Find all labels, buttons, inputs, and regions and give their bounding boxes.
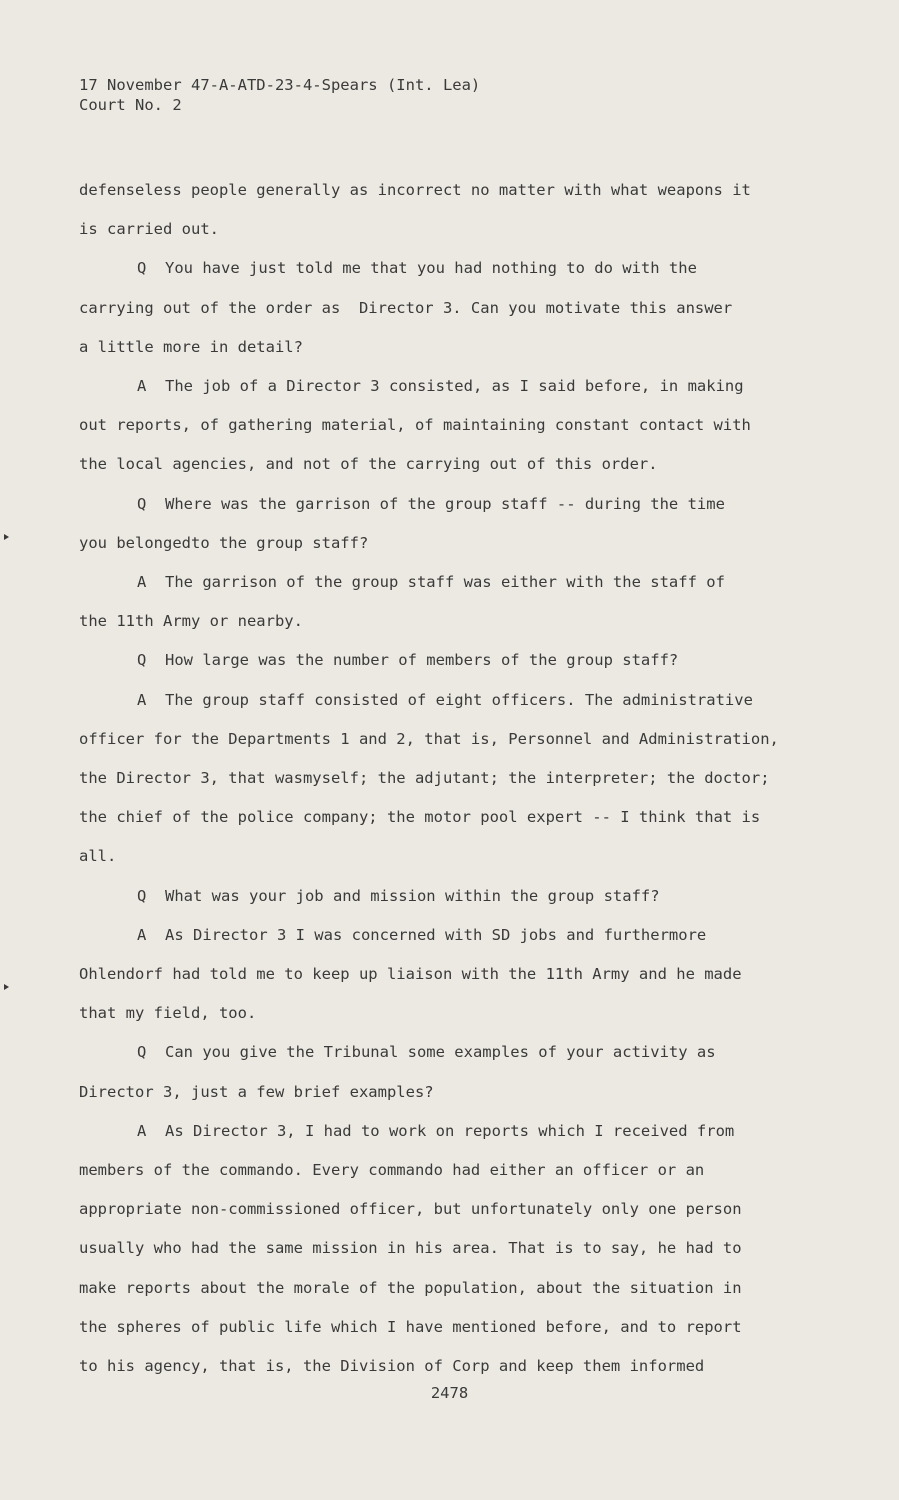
text-line: make reports about the morale of the population, about the situation in <box>79 1278 742 1297</box>
text-line: Director 3, just a few brief examples? <box>79 1082 434 1101</box>
text-line: appropriate non-commissioned officer, but unfortunately only one person <box>79 1200 742 1219</box>
page-number: 2478 <box>430 1384 469 1402</box>
text-line: the local agencies, and not of the carrying out of this order. <box>79 455 658 474</box>
text-line: the chief of the police company; the motor pool expert -- I think that is <box>79 808 761 827</box>
text-line: Ohlendorf had told me to keep up liaison with the 11th Army and he made <box>79 965 742 984</box>
transcript-body <box>79 171 819 1386</box>
question-line: Q You have just told me that you had nothing to do with the <box>137 259 697 278</box>
text-line: officer for the Departments 1 and 2, that is, Personnel and Administration, <box>79 729 779 748</box>
text-line: is carried out. <box>79 220 219 239</box>
text-line: carrying out of the order as Director 3. Can you motivate this answer <box>79 298 733 317</box>
text-line: to his agency, that is, the Division of Corp and keep them informed <box>79 1357 705 1376</box>
answer-line: A The job of a Director 3 consisted, as I said before, in making <box>137 377 744 396</box>
document-header <box>79 75 480 115</box>
margin-tick-mark <box>4 534 9 540</box>
text-line: you belongedto the group staff? <box>79 533 369 552</box>
text-line: defenseless people generally as incorrect no matter with what weapons it <box>79 181 751 199</box>
question-line: Q Where was the garrison of the group staff -- during the time <box>137 494 725 513</box>
text-line: the Director 3, that wasmyself; the adjutant; the interpreter; the doctor; <box>79 769 770 788</box>
text-line: the 11th Army or nearby. <box>79 612 303 631</box>
question-line: Q Can you give the Tribunal some examples of your activity as <box>137 1043 716 1062</box>
header-line-2: Court No. 2 <box>79 96 182 114</box>
question-line: Q What was your job and mission within the group staff? <box>137 886 660 905</box>
answer-line: A The garrison of the group staff was either with the staff of <box>137 573 725 592</box>
question-line: Q How large was the number of members of the group staff? <box>137 651 679 670</box>
text-line: a little more in detail? <box>79 337 303 356</box>
answer-line: A As Director 3, I had to work on reports which I received from <box>137 1121 735 1140</box>
text-line: usually who had the same mission in his area. That is to say, he had to <box>79 1239 742 1258</box>
header-line-1: 17 November 47-A-ATD-23-4-Spears (Int. Lea) <box>79 76 481 94</box>
text-line: that my field, too. <box>79 1004 257 1023</box>
answer-line: A As Director 3 I was concerned with SD jobs and furthermore <box>137 925 707 944</box>
text-line: out reports, of gathering material, of maintaining constant contact with <box>79 416 751 435</box>
text-line: the spheres of public life which I have mentioned before, and to report <box>79 1317 742 1336</box>
answer-line: A The group staff consisted of eight officers. The administrative <box>137 690 753 709</box>
text-line: members of the commando. Every commando had either an officer or an <box>79 1161 705 1180</box>
text-line: all. <box>79 847 117 866</box>
margin-tick-mark <box>4 984 9 990</box>
